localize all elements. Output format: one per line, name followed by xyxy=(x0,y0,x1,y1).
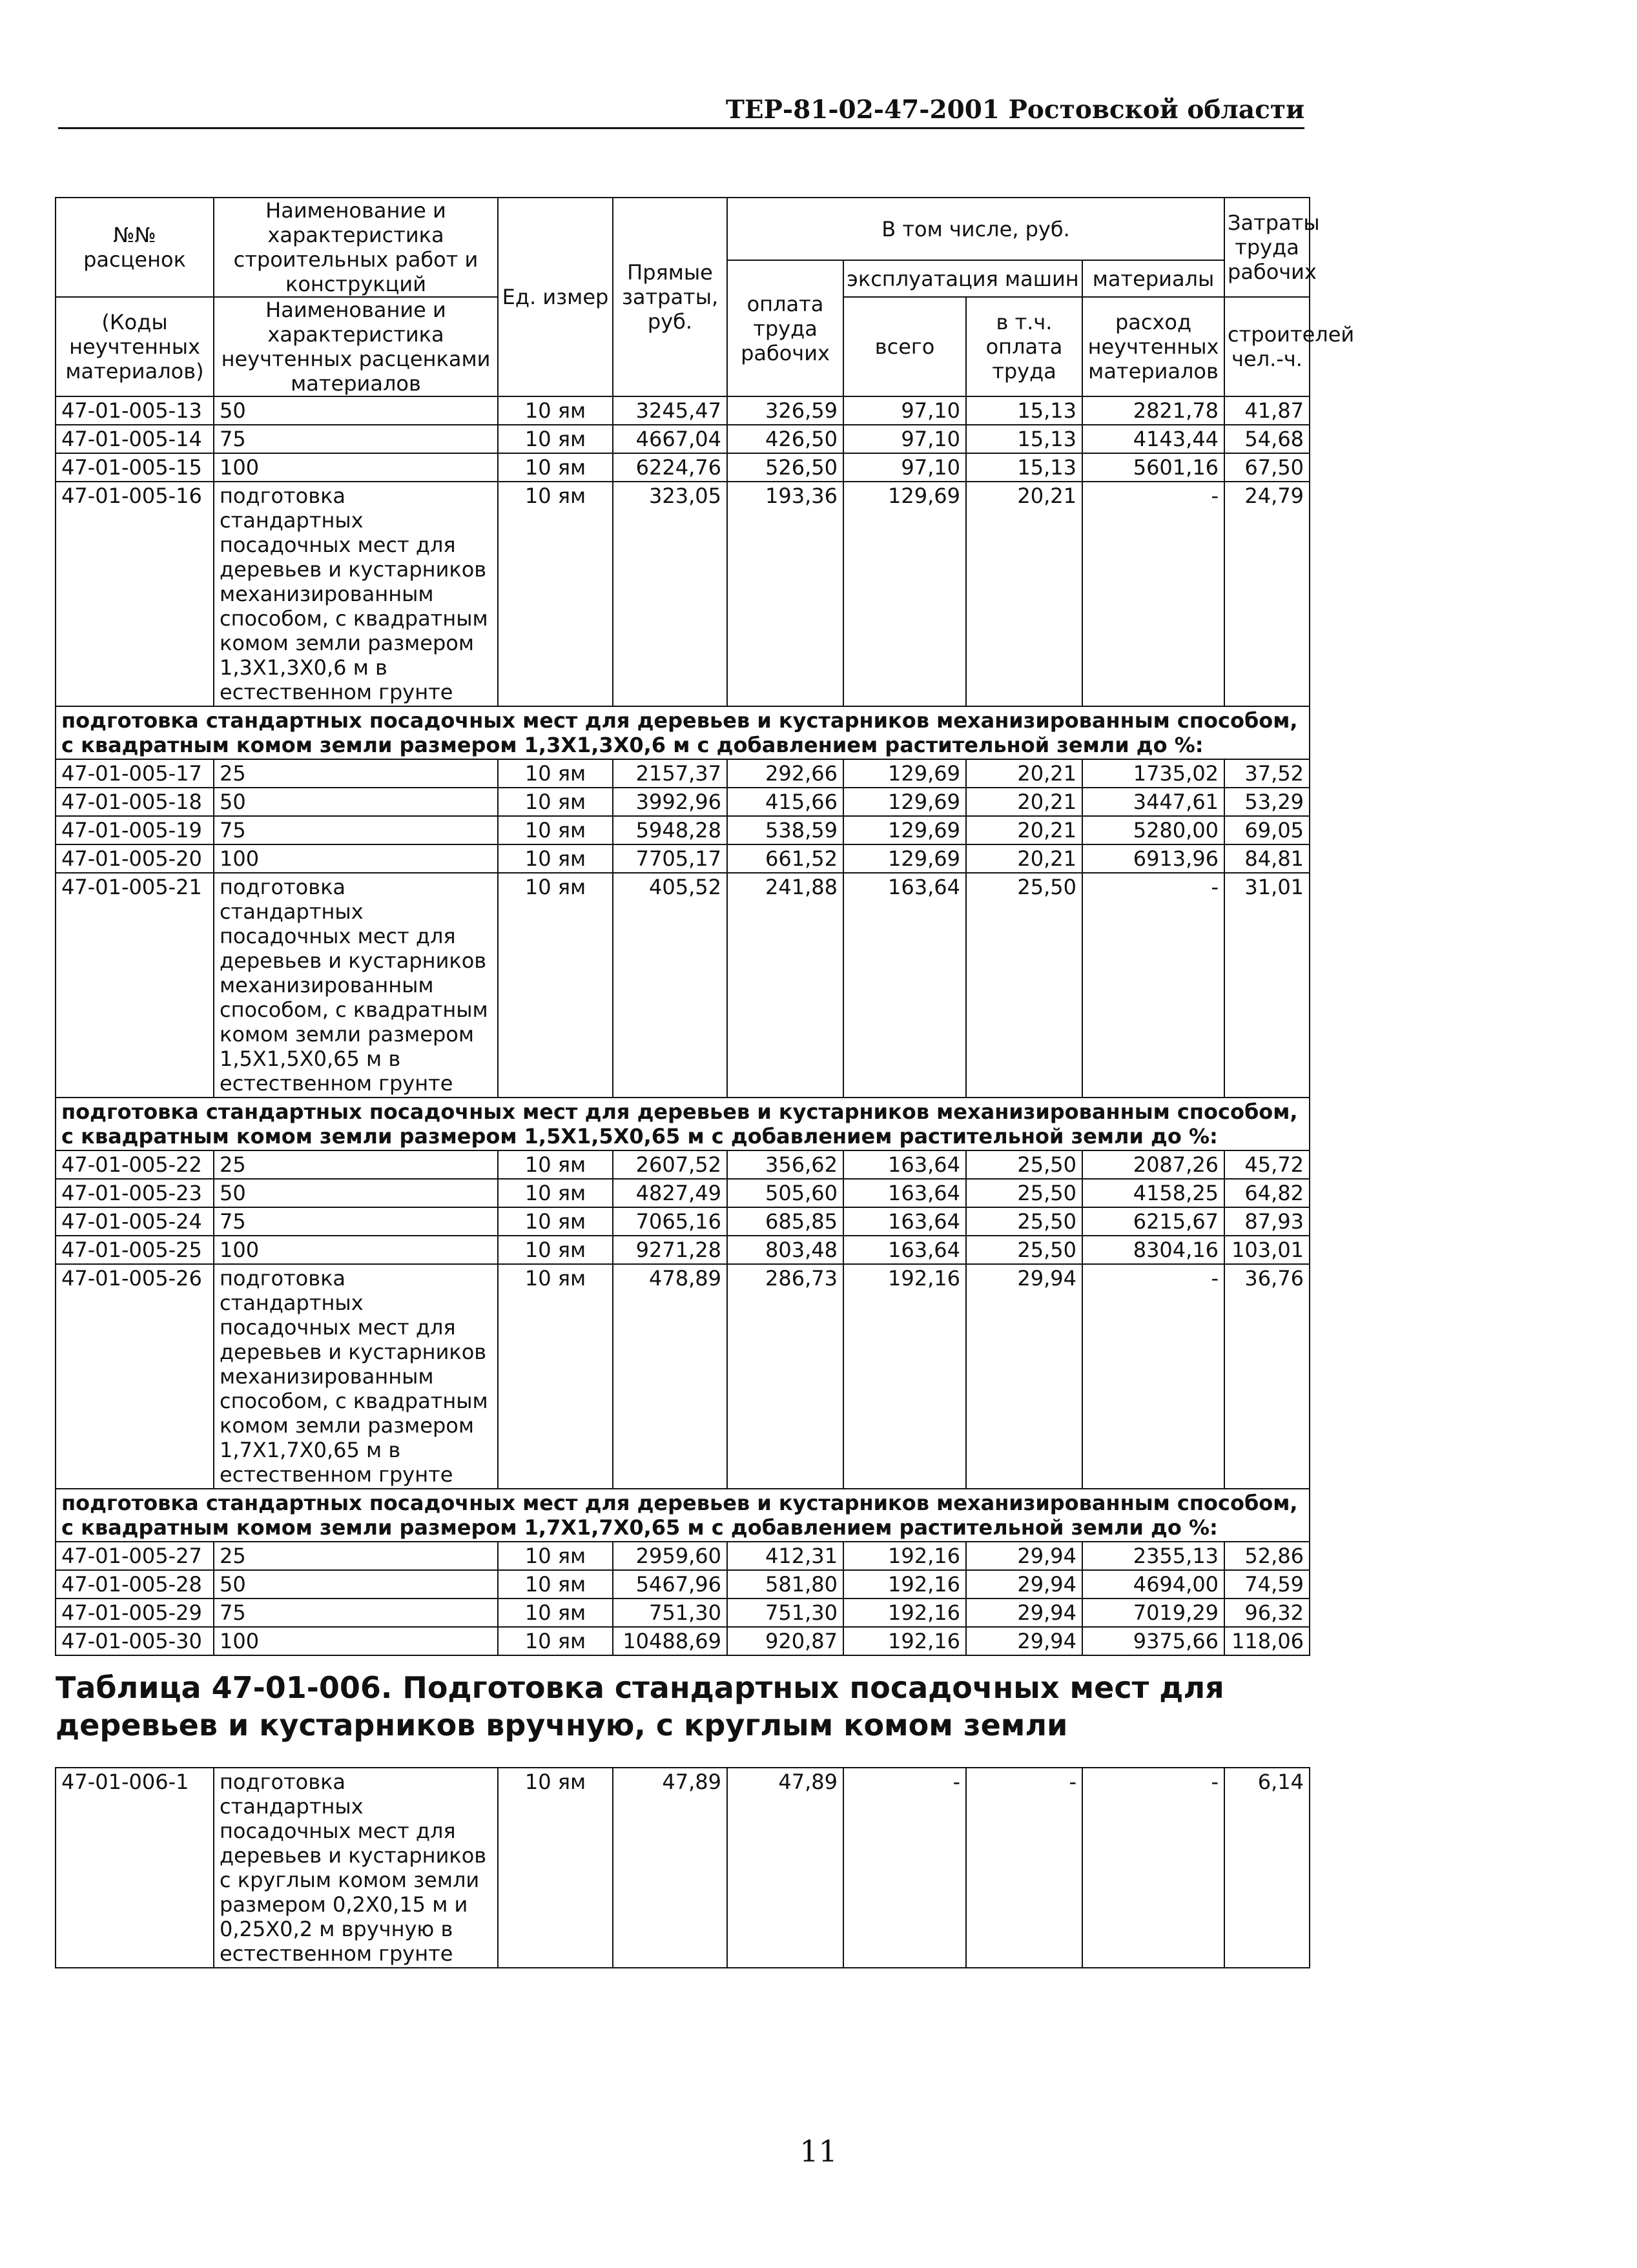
materials-cell: 2821,78 xyxy=(1082,396,1224,425)
unit-cell: 10 ям xyxy=(498,844,613,873)
machines-pay-cell: 25,50 xyxy=(966,1150,1082,1179)
direct-costs-cell: 5948,28 xyxy=(613,816,727,844)
machines-pay-cell: 29,94 xyxy=(966,1570,1082,1599)
machines-total-cell: 192,16 xyxy=(843,1542,966,1570)
labor-cell: 45,72 xyxy=(1224,1150,1310,1179)
rate-code: 47-01-005-19 xyxy=(56,816,214,844)
rate-code: 47-01-005-18 xyxy=(56,788,214,816)
header-materials-consumption: расход неучтенных материалов xyxy=(1082,297,1224,396)
materials-cell: 2087,26 xyxy=(1082,1150,1224,1179)
unit-cell: 10 ям xyxy=(498,759,613,788)
work-name: 100 xyxy=(214,844,498,873)
unit-cell: 10 ям xyxy=(498,396,613,425)
materials-cell: - xyxy=(1082,482,1224,706)
table-row xyxy=(56,1207,1310,1236)
labor-cell: 96,32 xyxy=(1224,1599,1310,1627)
labor-cell: 6,14 xyxy=(1224,1768,1310,1968)
table-row xyxy=(56,816,1310,844)
machines-total-cell: 129,69 xyxy=(843,759,966,788)
direct-costs-cell: 478,89 xyxy=(613,1264,727,1489)
machines-total-cell: 163,64 xyxy=(843,1236,966,1264)
direct-costs-cell: 9271,28 xyxy=(613,1236,727,1264)
materials-cell: 4694,00 xyxy=(1082,1570,1224,1599)
worker-pay-cell: 292,66 xyxy=(727,759,843,788)
work-name: 75 xyxy=(214,1207,498,1236)
direct-costs-cell: 4827,49 xyxy=(613,1179,727,1207)
rate-code: 47-01-005-28 xyxy=(56,1570,214,1599)
unit-cell: 10 ям xyxy=(498,425,613,453)
direct-costs-cell: 6224,76 xyxy=(613,453,727,482)
rate-code: 47-01-005-30 xyxy=(56,1627,214,1655)
work-name: 100 xyxy=(214,1627,498,1655)
worker-pay-cell: 505,60 xyxy=(727,1179,843,1207)
machines-pay-cell: 20,21 xyxy=(966,788,1082,816)
machines-total-cell: 192,16 xyxy=(843,1599,966,1627)
rate-code: 47-01-005-17 xyxy=(56,759,214,788)
rate-code: 47-01-005-27 xyxy=(56,1542,214,1570)
table-row xyxy=(56,425,1310,453)
group-heading: подготовка стандартных посадочных мест для деревьев и кустарников механизированным способом, с квадратным комом земли размером 1,3Х1,3Х0,6 м с добавлением растительной земли до %: xyxy=(56,706,1310,759)
worker-pay-cell: 286,73 xyxy=(727,1264,843,1489)
machines-pay-cell: 25,50 xyxy=(966,1236,1082,1264)
direct-costs-cell: 47,89 xyxy=(613,1768,727,1968)
labor-cell: 52,86 xyxy=(1224,1542,1310,1570)
worker-pay-cell: 326,59 xyxy=(727,396,843,425)
materials-cell: 3447,61 xyxy=(1082,788,1224,816)
direct-costs-cell: 3992,96 xyxy=(613,788,727,816)
machines-pay-cell: 15,13 xyxy=(966,396,1082,425)
worker-pay-cell: 47,89 xyxy=(727,1768,843,1968)
rates-table-body xyxy=(56,198,1355,1968)
group-heading: подготовка стандартных посадочных мест для деревьев и кустарников механизированным способом, с квадратным комом земли размером 1,5Х1,5Х0,65 м с добавлением растительной земли до %: xyxy=(56,1098,1310,1150)
table-row xyxy=(56,1627,1310,1655)
worker-pay-cell: 415,66 xyxy=(727,788,843,816)
direct-costs-cell: 5467,96 xyxy=(613,1570,727,1599)
rate-code: 47-01-005-26 xyxy=(56,1264,214,1489)
header-labor-bottom: строителей чел.-ч. xyxy=(1224,297,1310,396)
table-row xyxy=(56,1236,1310,1264)
header-name-bottom: Наименование и характеристика неучтенных расценками материалов xyxy=(214,297,498,396)
direct-costs-cell: 7065,16 xyxy=(613,1207,727,1236)
worker-pay-cell: 581,80 xyxy=(727,1570,843,1599)
table-row xyxy=(56,1570,1310,1599)
header-machines-pay: в т.ч. оплата труда xyxy=(966,297,1082,396)
work-name: 75 xyxy=(214,816,498,844)
rate-code: 47-01-005-20 xyxy=(56,844,214,873)
machines-total-cell: 163,64 xyxy=(843,1150,966,1179)
work-name: 100 xyxy=(214,453,498,482)
work-name: 25 xyxy=(214,1542,498,1570)
table-title-row xyxy=(56,1655,1310,1768)
labor-cell: 84,81 xyxy=(1224,844,1310,873)
unit-cell: 10 ям xyxy=(498,788,613,816)
header-labor-top: Затраты труда рабочих xyxy=(1224,198,1310,297)
direct-costs-cell: 2157,37 xyxy=(613,759,727,788)
table-row xyxy=(56,1264,1310,1489)
materials-cell: 4143,44 xyxy=(1082,425,1224,453)
worker-pay-cell: 538,59 xyxy=(727,816,843,844)
machines-total-cell: 163,64 xyxy=(843,1179,966,1207)
table-row xyxy=(56,788,1310,816)
machines-total-cell: 129,69 xyxy=(843,482,966,706)
table-row xyxy=(56,759,1310,788)
table-row xyxy=(56,1542,1310,1570)
rate-code: 47-01-005-14 xyxy=(56,425,214,453)
materials-cell: 2355,13 xyxy=(1082,1542,1224,1570)
machines-total-cell: 192,16 xyxy=(843,1570,966,1599)
header-machines: эксплуатация машин xyxy=(843,260,1082,297)
worker-pay-cell: 193,36 xyxy=(727,482,843,706)
labor-cell: 41,87 xyxy=(1224,396,1310,425)
unit-cell: 10 ям xyxy=(498,1542,613,1570)
materials-cell: 4158,25 xyxy=(1082,1179,1224,1207)
materials-cell: 5280,00 xyxy=(1082,816,1224,844)
header-including: В том числе, руб. xyxy=(727,198,1224,260)
materials-cell: - xyxy=(1082,873,1224,1098)
header-code-top: №№ расценок xyxy=(56,198,214,297)
labor-cell: 103,01 xyxy=(1224,1236,1310,1264)
materials-cell: 7019,29 xyxy=(1082,1599,1224,1627)
header-worker-pay: оплата труда рабочих xyxy=(727,260,843,396)
header-materials: материалы xyxy=(1082,260,1224,297)
unit-cell: 10 ям xyxy=(498,1179,613,1207)
header-name-top: Наименование и характеристика строительных работ и конструкций xyxy=(214,198,498,297)
header-unit: Ед. измер xyxy=(498,198,613,396)
work-name: подготовка стандартных посадочных мест для деревьев и кустарников механизированным способом, с квадратным комом земли размером 1,5Х1,5Х0,65 м в естественном грунте xyxy=(214,873,498,1098)
direct-costs-cell: 10488,69 xyxy=(613,1627,727,1655)
machines-pay-cell: 20,21 xyxy=(966,482,1082,706)
work-name: 75 xyxy=(214,1599,498,1627)
worker-pay-cell: 412,31 xyxy=(727,1542,843,1570)
work-name: 50 xyxy=(214,1179,498,1207)
rate-code: 47-01-005-15 xyxy=(56,453,214,482)
work-name: 100 xyxy=(214,1236,498,1264)
machines-pay-cell: 25,50 xyxy=(966,873,1082,1098)
group-heading-row xyxy=(56,1098,1310,1150)
worker-pay-cell: 526,50 xyxy=(727,453,843,482)
labor-cell: 24,79 xyxy=(1224,482,1310,706)
materials-cell: - xyxy=(1082,1768,1224,1968)
group-heading: подготовка стандартных посадочных мест для деревьев и кустарников механизированным способом, с квадратным комом земли размером 1,7Х1,7Х0,65 м с добавлением растительной земли до %: xyxy=(56,1489,1310,1542)
rate-code: 47-01-005-21 xyxy=(56,873,214,1098)
labor-cell: 54,68 xyxy=(1224,425,1310,453)
machines-pay-cell: 29,94 xyxy=(966,1542,1082,1570)
unit-cell: 10 ям xyxy=(498,453,613,482)
table-row xyxy=(56,844,1310,873)
materials-cell: 9375,66 xyxy=(1082,1627,1224,1655)
work-name: 75 xyxy=(214,425,498,453)
worker-pay-cell: 426,50 xyxy=(727,425,843,453)
machines-total-cell: 129,69 xyxy=(843,816,966,844)
document-code: ТЕР-81-02-47-2001 Ростовской области xyxy=(725,95,1304,125)
labor-cell: 74,59 xyxy=(1224,1570,1310,1599)
direct-costs-cell: 751,30 xyxy=(613,1599,727,1627)
labor-cell: 31,01 xyxy=(1224,873,1310,1098)
labor-cell: 87,93 xyxy=(1224,1207,1310,1236)
table-row xyxy=(56,482,1310,706)
machines-total-cell: 129,69 xyxy=(843,844,966,873)
rate-code: 47-01-005-13 xyxy=(56,396,214,425)
group-heading-row xyxy=(56,706,1310,759)
header-direct-costs: Прямые затраты, руб. xyxy=(613,198,727,396)
unit-cell: 10 ям xyxy=(498,1150,613,1179)
labor-cell: 36,76 xyxy=(1224,1264,1310,1489)
header-machines-total: всего xyxy=(843,297,966,396)
machines-pay-cell: 15,13 xyxy=(966,453,1082,482)
table-row xyxy=(56,1179,1310,1207)
work-name: подготовка стандартных посадочных мест для деревьев и кустарников с круглым комом земли размером 0,2Х0,15 м и 0,25Х0,2 м вручную в естественном грунте xyxy=(214,1768,498,1968)
machines-pay-cell: 25,50 xyxy=(966,1179,1082,1207)
rate-code: 47-01-005-23 xyxy=(56,1179,214,1207)
materials-cell: 8304,16 xyxy=(1082,1236,1224,1264)
rate-code: 47-01-005-29 xyxy=(56,1599,214,1627)
unit-cell: 10 ям xyxy=(498,1627,613,1655)
worker-pay-cell: 661,52 xyxy=(727,844,843,873)
unit-cell: 10 ям xyxy=(498,816,613,844)
unit-cell: 10 ям xyxy=(498,1570,613,1599)
worker-pay-cell: 920,87 xyxy=(727,1627,843,1655)
table-row xyxy=(56,873,1310,1098)
machines-total-cell: 97,10 xyxy=(843,425,966,453)
unit-cell: 10 ям xyxy=(498,1207,613,1236)
group-heading-row xyxy=(56,1489,1310,1542)
machines-pay-cell: 20,21 xyxy=(966,844,1082,873)
machines-total-cell: 97,10 xyxy=(843,453,966,482)
unit-cell: 10 ям xyxy=(498,1236,613,1264)
machines-total-cell: 192,16 xyxy=(843,1627,966,1655)
work-name: 50 xyxy=(214,396,498,425)
direct-costs-cell: 3245,47 xyxy=(613,396,727,425)
machines-pay-cell: 20,21 xyxy=(966,816,1082,844)
work-name: подготовка стандартных посадочных мест для деревьев и кустарников механизированным способом, с квадратным комом земли размером 1,7Х1,7Х0,65 м в естественном грунте xyxy=(214,1264,498,1489)
direct-costs-cell: 2959,60 xyxy=(613,1542,727,1570)
machines-pay-cell: 15,13 xyxy=(966,425,1082,453)
machines-pay-cell: 25,50 xyxy=(966,1207,1082,1236)
machines-total-cell: 163,64 xyxy=(843,1207,966,1236)
direct-costs-cell: 405,52 xyxy=(613,873,727,1098)
table-title: Таблица 47-01-006. Подготовка стандартных посадочных мест для деревьев и кустарников вручную, с круглым комом земли xyxy=(56,1655,1310,1768)
direct-costs-cell: 4667,04 xyxy=(613,425,727,453)
worker-pay-cell: 803,48 xyxy=(727,1236,843,1264)
rate-code: 47-01-006-1 xyxy=(56,1768,214,1968)
work-name: 25 xyxy=(214,1150,498,1179)
machines-total-cell: - xyxy=(843,1768,966,1968)
rate-code: 47-01-005-22 xyxy=(56,1150,214,1179)
labor-cell: 64,82 xyxy=(1224,1179,1310,1207)
machines-total-cell: 97,10 xyxy=(843,396,966,425)
unit-cell: 10 ям xyxy=(498,1768,613,1968)
table-row xyxy=(56,1768,1310,1968)
table-row xyxy=(56,1150,1310,1179)
work-name: 25 xyxy=(214,759,498,788)
machines-total-cell: 163,64 xyxy=(843,873,966,1098)
direct-costs-cell: 2607,52 xyxy=(613,1150,727,1179)
rate-code: 47-01-005-24 xyxy=(56,1207,214,1236)
worker-pay-cell: 241,88 xyxy=(727,873,843,1098)
materials-cell: - xyxy=(1082,1264,1224,1489)
header-code-bottom: (Коды неучтенных материалов) xyxy=(56,297,214,396)
machines-pay-cell: - xyxy=(966,1768,1082,1968)
work-name: подготовка стандартных посадочных мест для деревьев и кустарников механизированным способом, с квадратным комом земли размером 1,3Х1,3Х0,6 м в естественном грунте xyxy=(214,482,498,706)
materials-cell: 1735,02 xyxy=(1082,759,1224,788)
machines-total-cell: 129,69 xyxy=(843,788,966,816)
machines-pay-cell: 29,94 xyxy=(966,1264,1082,1489)
labor-cell: 118,06 xyxy=(1224,1627,1310,1655)
unit-cell: 10 ям xyxy=(498,482,613,706)
labor-cell: 69,05 xyxy=(1224,816,1310,844)
machines-pay-cell: 29,94 xyxy=(966,1627,1082,1655)
labor-cell: 37,52 xyxy=(1224,759,1310,788)
direct-costs-cell: 323,05 xyxy=(613,482,727,706)
rate-code: 47-01-005-16 xyxy=(56,482,214,706)
machines-total-cell: 192,16 xyxy=(843,1264,966,1489)
machines-pay-cell: 20,21 xyxy=(966,759,1082,788)
labor-cell: 53,29 xyxy=(1224,788,1310,816)
worker-pay-cell: 751,30 xyxy=(727,1599,843,1627)
unit-cell: 10 ям xyxy=(498,1264,613,1489)
direct-costs-cell: 7705,17 xyxy=(613,844,727,873)
materials-cell: 6215,67 xyxy=(1082,1207,1224,1236)
unit-cell: 10 ям xyxy=(498,1599,613,1627)
materials-cell: 6913,96 xyxy=(1082,844,1224,873)
worker-pay-cell: 685,85 xyxy=(727,1207,843,1236)
table-row xyxy=(56,396,1310,425)
worker-pay-cell: 356,62 xyxy=(727,1150,843,1179)
rate-code: 47-01-005-25 xyxy=(56,1236,214,1264)
page-number: 11 xyxy=(799,2134,838,2169)
work-name: 50 xyxy=(214,788,498,816)
materials-cell: 5601,16 xyxy=(1082,453,1224,482)
labor-cell: 67,50 xyxy=(1224,453,1310,482)
table-row xyxy=(56,453,1310,482)
running-header xyxy=(58,90,1304,129)
work-name: 50 xyxy=(214,1570,498,1599)
unit-cell: 10 ям xyxy=(498,873,613,1098)
rates-table xyxy=(55,197,1355,1968)
table-row xyxy=(56,1599,1310,1627)
machines-pay-cell: 29,94 xyxy=(966,1599,1082,1627)
